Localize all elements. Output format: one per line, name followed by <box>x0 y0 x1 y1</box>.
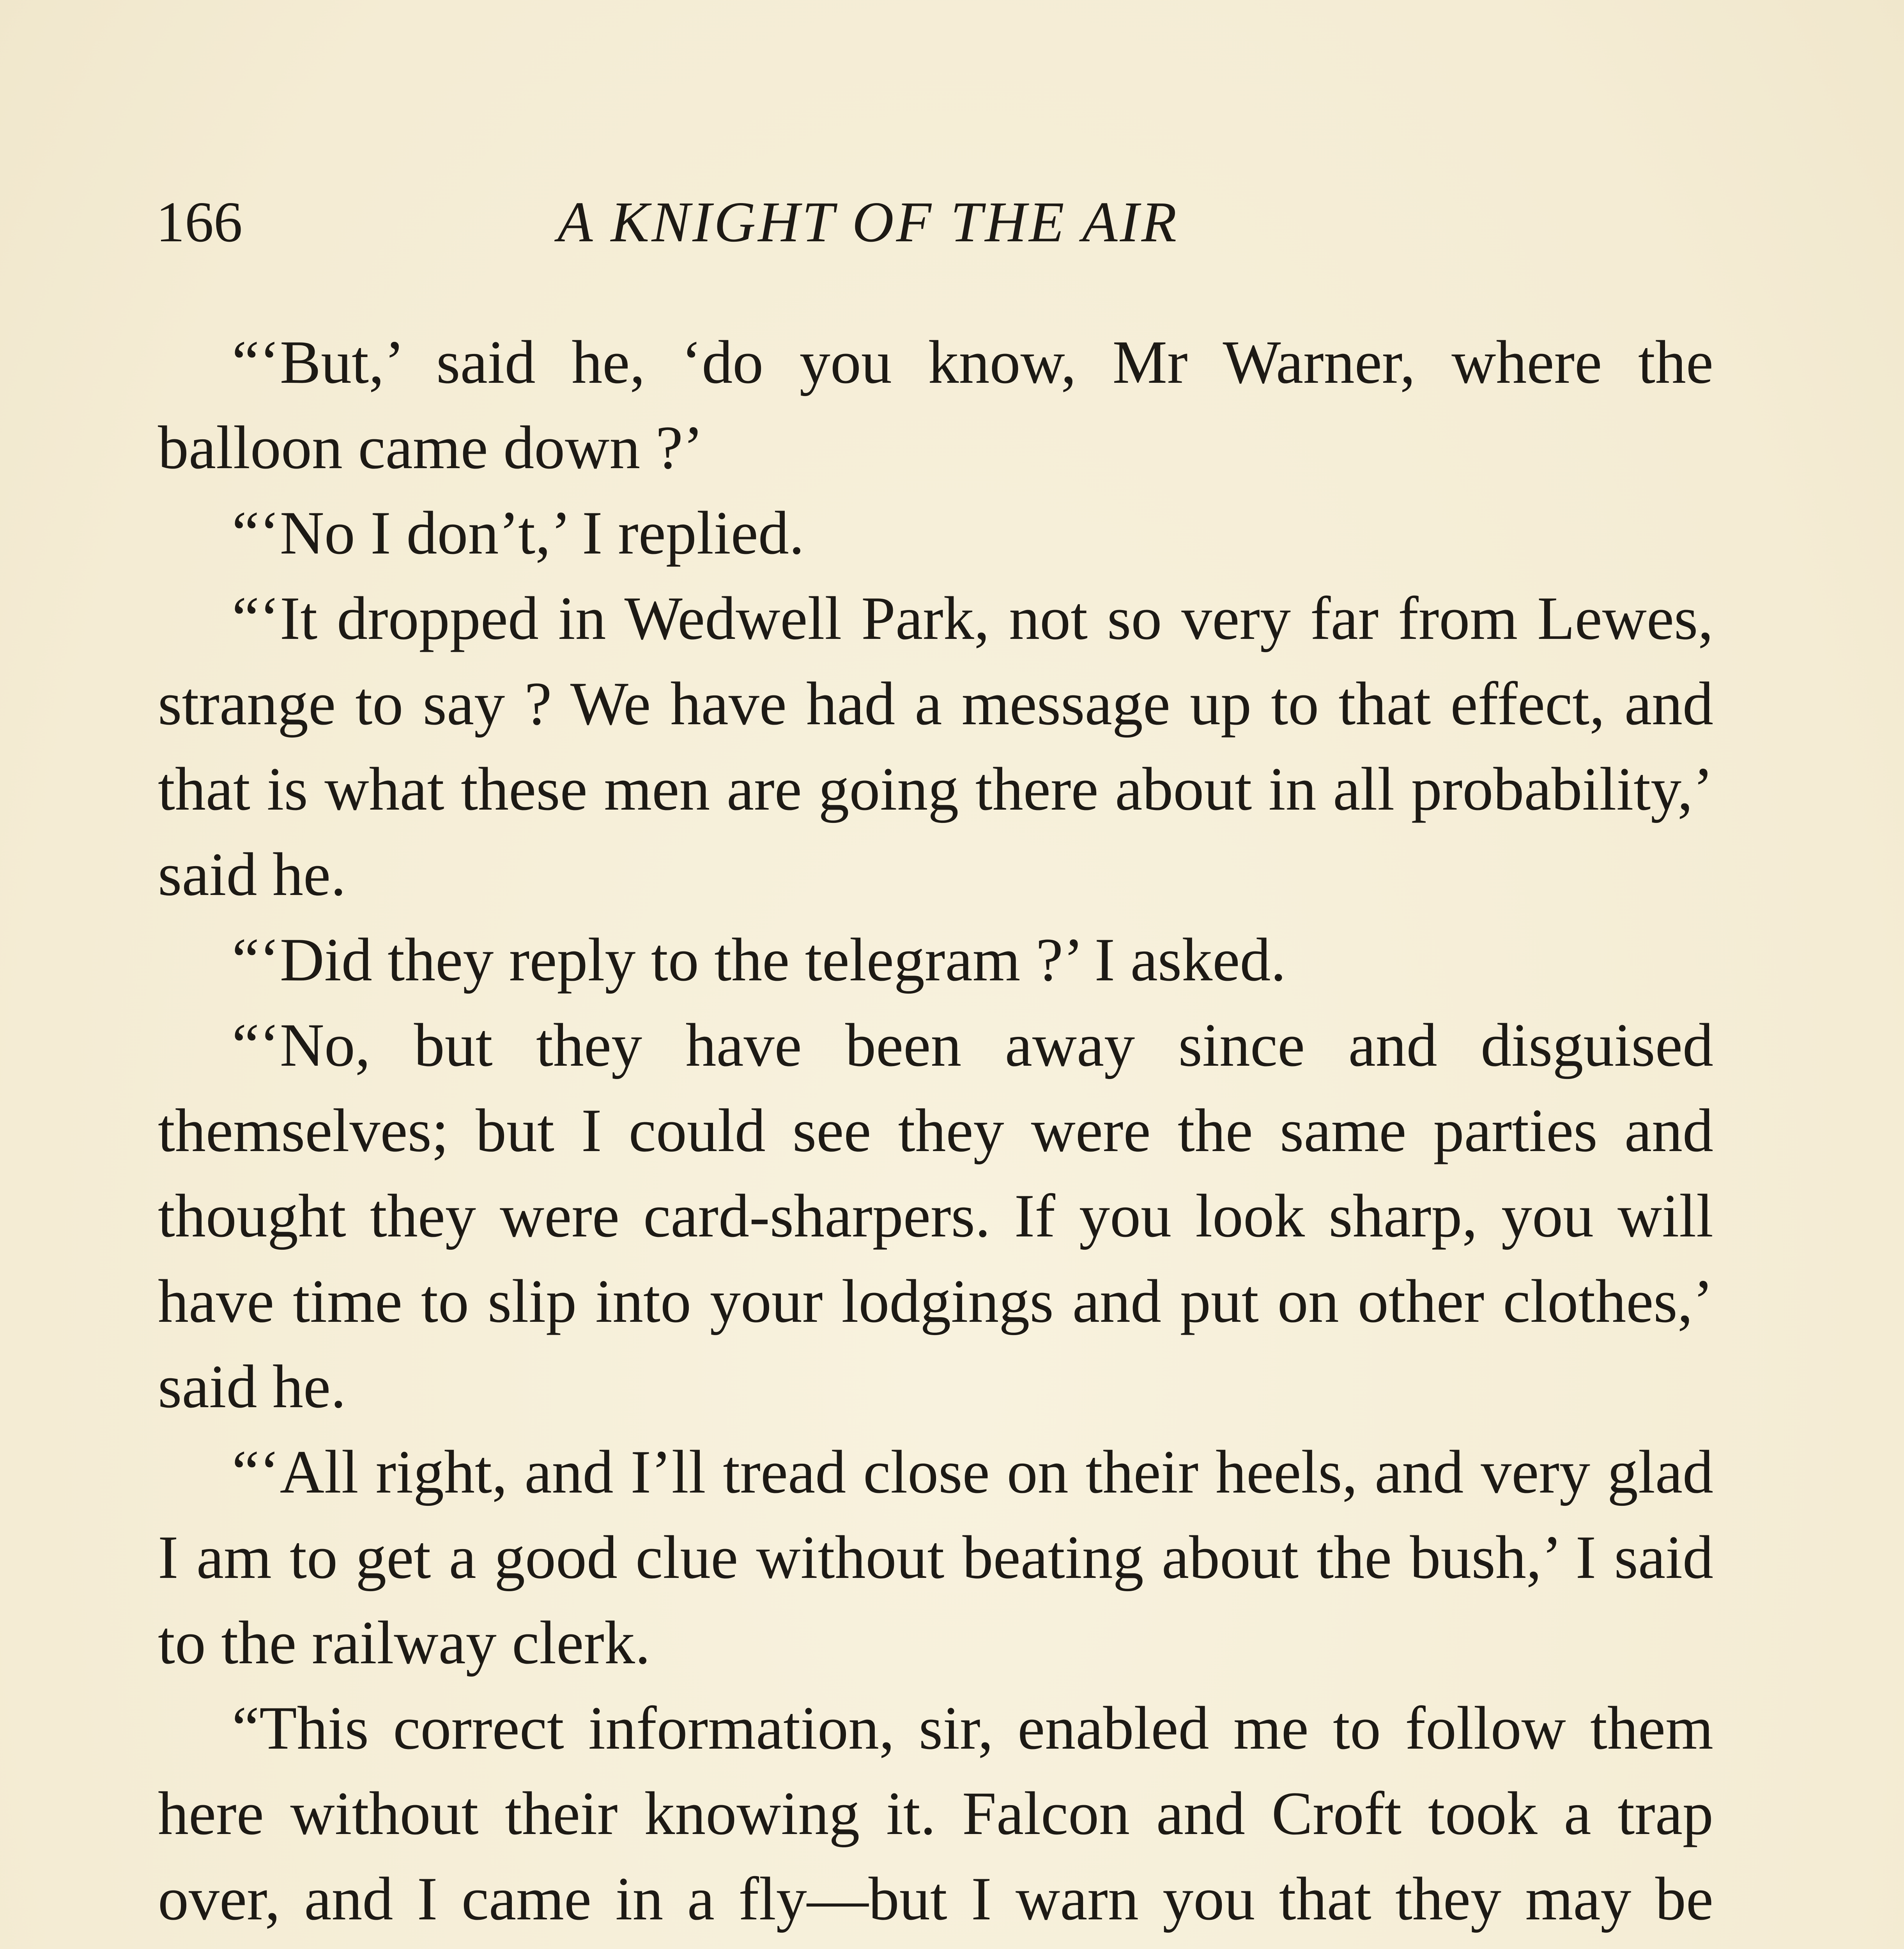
running-head: A KNIGHT OF THE AIR <box>557 190 1179 254</box>
paragraph: “‘No I don’t,’ I replied. <box>232 499 805 567</box>
paragraph: “‘But,’ said he, ‘do you know, Mr Warner, where the balloon came down ?’ <box>158 328 1713 482</box>
page-number: 166 <box>156 190 242 254</box>
body-text <box>158 320 1713 1949</box>
letter-closing-paragraph <box>158 1685 1713 1949</box>
paragraph: “‘All right, and I’ll tread close on their heels, and very glad I am to get a good clue without beating about the bush,’ I said to the railway clerk. <box>158 1438 1713 1677</box>
paragraph-text: “This correct information, sir, enabled me to follow them here without their knowing it. Falcon and Croft took a trap over, and I came in a fly—but I warn you that they may be <box>158 1694 1713 1933</box>
paragraph: “‘No, but they have been away since and disguised themselves; but I could see they were the same parties and thought they were card-sharpers. If you look sharp, you will have time to slip into your lodgings and put on other clothes,’ said he. <box>158 1011 1713 1421</box>
paragraph: “‘It dropped in Wedwell Park, not so very far from Lewes, strange to say ? We have had a message up to that effect, and that is what these men are going there about in all probability,’ said he. <box>158 584 1713 909</box>
paragraph: “‘Did they reply to the telegram ?’ I asked. <box>232 926 1286 994</box>
page-header <box>156 183 1715 261</box>
